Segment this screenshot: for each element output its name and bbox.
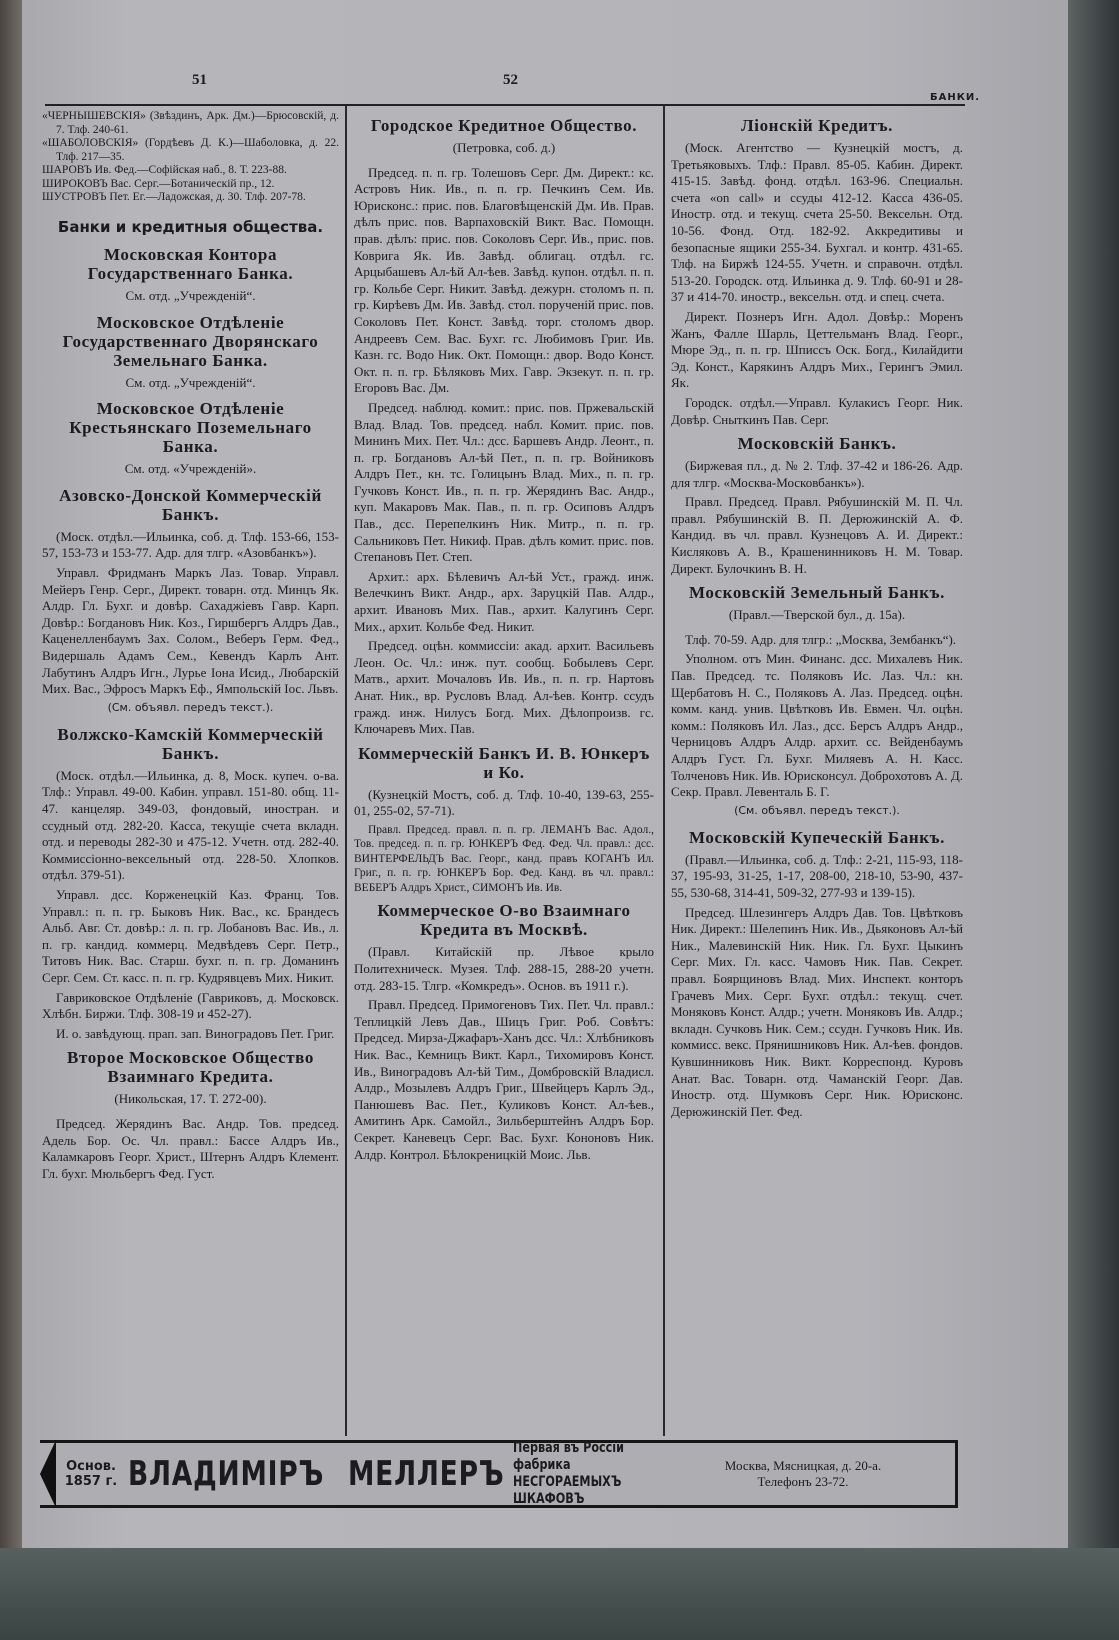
page-number-left: 51 xyxy=(192,72,207,88)
paragraph: (Моск. отдѣл.—Ильинка, д. 8, Моск. купеч. о-ва. Тлф.: Управл. 49-00. Кабин. управл. 151-80. общ. 11-47. канцеляр. 349-03, фондовый, иностран. и ссудный отд. 282-20. Касса, текущіе счета вкладн. отд. и переводы 282-30 и 475-12. Учетн. отд. 282-40. Коммиссіонно-вексельный отд. 228-50. Хлопков. отдѣл. 379-51). xyxy=(42,767,339,883)
paragraph: Председ. Жерядинъ Вас. Андр. Тов. председ. Адель Бор. Ос. Чл. правл.: Бассе Алдръ Ив., Каламкаровъ Георг. Христ., Штернъ Алдръ Клемент. Гл. бухг. Мюльбергъ Фед. Густ. xyxy=(42,1115,339,1181)
paragraph: Управл. дсс. Корженецкій Каз. Франц. Тов. Управл.: п. п. гр. Быковъ Ник. Вас., кс. Брандесъ Альб. Авг. Ст. довѣр.: л. п. гр. Лобановъ Вас. Ив., л. п. гр. кандид. коммерц. Медвѣдевъ Серг. Петр., Титовъ Ник. Вас. Старш. бухг. п. п. гр. Доманинъ Серг. Сем. Ст. касс. п. п. гр. Кудрявцевъ Мих. Никит. xyxy=(42,886,339,985)
bank-heading: Московское Отдѣленіе Крестьянскаго Поземельнаго Банка. xyxy=(69,399,312,457)
address-note: (Правл.—Тверской бул., д. 15а). xyxy=(728,607,906,623)
paragraph: Правл. Председ. Примогеновъ Тих. Пет. Чл. правл.: Теплицкій Левъ Дав., Шицъ Григ. Роб. Совѣтъ: Председ. Мирза-Джафаръ-Ханъ дсс. Чл.: Хлѣбниковъ Ник. Вас., Кемницъ Викт. Карл., Тихомировъ Конст. Ив., Виноградовъ Ал-ѣй Тим., Домбровскій Владисл. Алдр., Мозылевъ Алдръ Григ., Швейцеръ Карлъ Эд., Панюшевъ Вас. Пет., Куликовъ Конст. Ал-ѣев., Амитинъ Арк. Самойл., Зильберштейнъ Алдръ Бор. Секрет. Каневецъ Серг. Вас. Бухг. Кононовъ Ник. Алдр. Контрол. Бѣлокреницкій Моис. Льв. xyxy=(354,997,654,1162)
paragraph: (Моск. Агентство — Кузнецкій мостъ, д. Третьяковыхъ. Тлф.: Правл. 85-05. Кабин. Директ. 415-15. Завѣд. фонд. отдѣл. 163-96. Специальн. счета «on call» и ссуды 412-12. Касса 436-05. Иностр. отд. и текущ. счета 25-50. Вексельн. Отд. 10-56. Фонд. Отд. 182-92. Аккредитивы и безопасные ящики 255-34. Бухгал. и контр. 431-65. Тлф. на Биржѣ 124-55. Учетн. и справочн. отдѣл. 513-20. Городск. отд. Ильинка д. 9. Тлф. 60-91 и 28-37 и 414-70. иностр., вексельн. отд. и спец. счета. xyxy=(671,140,963,305)
header-rule xyxy=(45,104,965,106)
address-note: См. отд. „Учрежденій“. xyxy=(125,374,256,390)
paragraph: (Биржевая пл., д. № 2. Тлф. 37-42 и 186-26. Адр. для тлгр. «Москва-Московбанкъ»). xyxy=(671,458,963,490)
paragraph: Председ. п. п. гр. Толешовъ Серг. Дм. Директ.: кс. Астровъ Ник. Ив., п. п. гр. Печкинъ Сем. Ив. Юрисконс.: прис. пов. Благовѣщенскій Дм. Ив. Прав. дѣлъ прис. пов. Варпаховскій Викт. Вас. Помощн. прав. дѣлъ: прис. пов. Соколовъ Серг. Ив., прис. пов. Коврига Як. Ив. Завѣд. облигац. отдѣл. гс. Арцыбашевъ Ал-ѣй Ал-ѣев. Завѣд. купон. отдѣл. п. п. гр. Кольбе Серг. Никит. Завѣд. дежурн. столомъ п. п. гр. Кирѣевъ Дм. Ив. Завѣд. стол. порученій прис. пов. Соколовъ Пет. Конст. Завѣд. торг. столомъ двор. Андреевъ Сем. Вас. Бухг. гс. Любимовъ Григ. Ив. Казн. гс. Водо Ник. Окт. Помощн.: двор. Водо Конст. Окт. п. п. гр. Бѣляковъ Мих. Гавр. Экзекут. п. п. гр. Егоровъ Вас. Дм. xyxy=(354,164,654,396)
bank-heading: Московское Отдѣленіе Государственнаго Дворянскаго Земельнаго Банка. xyxy=(62,312,319,370)
address-note: (Никольская, 17. Т. 272-00). xyxy=(114,1091,267,1107)
ad-tagline xyxy=(513,1440,665,1508)
paragraph: Гавриковское Отдѣленіе (Гавриковъ, д. Московск. Хлѣбн. Биржи. Тлф. 308-19 и 452-27). xyxy=(42,989,339,1022)
bank-heading: Ліонскій Кредитъ. xyxy=(740,116,893,135)
column-divider xyxy=(663,106,665,1436)
address-note: (Петровка, соб. д.) xyxy=(452,140,556,155)
paragraph: И. о. завѣдующ. прап. зап. Виноградовъ Пет. Григ. xyxy=(56,1025,335,1041)
bank-heading: Коммерческій Банкъ И. В. Юнкеръ и Ко. xyxy=(358,743,650,782)
bank-heading: Городское Кредитное Общество. xyxy=(370,116,638,135)
paragraph: (Моск. отдѣл.—Ильинка, соб. д. Тлф. 153-66, 153-57, 153-73 и 153-77. Адр. для тлгр. «Азовбанкъ»). xyxy=(42,528,339,561)
directory-entry: «ЧЕРНЫШЕВСКІЯ» (Звѣздинъ, Арк. Дм.)—Брюсовскій, д. 7. Тлф. 240-61. xyxy=(42,110,339,136)
paragraph: Председ. оцѣн. коммиссіи: акад. архит. Васильевъ Леон. Ос. Чл.: инж. пут. сообщ. Бобылевъ Серг. Матв., архит. Мочаловъ Ив. Ив., п. п. гр. Нартовъ Анат. Ник., вр. Русловъ Влад. Ал-ѣев. Контр. ссудъ гражд. инж. Нилусъ Богд. Мих. Дѣлопроизв. гс. Ключаревъ Мих. Пав. xyxy=(354,638,654,737)
bank-heading: Коммерческое О-во Взаимнаго Кредита въ Москвѣ. xyxy=(377,901,631,940)
ad-address: Москва, Мясницкая, д. 20-а. xyxy=(724,1458,882,1473)
ad-contact xyxy=(703,1458,903,1490)
bank-heading: Московскій Земельный Банкъ. xyxy=(689,583,945,603)
page-number-right: 52 xyxy=(503,72,518,88)
directory-entry: «ШАБОЛОВСКІЯ» (Гордѣевъ Д. К.)—Шаболовка, д. 22. Тлф. 217—35. xyxy=(42,137,339,163)
paragraph: Архит.: арх. Бѣлевичъ Ал-ѣй Уст., гражд. инж. Велечкинъ Викт. Андр., арх. Заруцкій Пав. Алдр., архит. Ивановъ Мих. Пав., архит. Калугинъ Серг. Мих., архит. Кольбе Фед. Никит. xyxy=(354,568,654,634)
ad-name-first: ВЛАДИМІРЪ xyxy=(128,1454,325,1494)
advert-reference: (См. объявл. передъ текст.). xyxy=(734,803,900,817)
paragraph: (Правл.—Ильинка, соб. д. Тлф.: 2-21, 115-93, 118-37, 195-93, 31-25, 1-17, 208-00, 218-10, 53-90, 437-55, 530-68, 314-41, 509-32, 277-93 и 139-15). xyxy=(671,851,963,900)
column-divider xyxy=(345,106,347,1436)
paragraph: Управл. Фридманъ Маркъ Лаз. Товар. Управл. Мейеръ Генр. Серг., Директ. товарн. отд. Минцъ Як. Алдр. Гл. Бухг. и довѣр. Сахаджіевъ Гавр. Карп. Довѣр.: Богдановъ Ник. Коз., Гиршбергъ Алдръ Дав., Каценелленбаумъ Зах. Солом., Веберъ Герм. Фед., Видершаль Адамъ Сем., Кевендъ Карлъ Ант. Лабутинъ Алдръ Игн., Лурье Іона Исид., Любарскій Мих. Вас., Эфросъ Маркъ Еф., Ямпольскій Іос. Львъ. xyxy=(42,565,339,697)
page-edge-shadow xyxy=(1068,0,1119,1640)
paragraph: Председ. Шлезингеръ Алдръ Дав. Тов. Цвѣтковъ Ник. Директ.: Шелепинъ Ник. Ив., Дьяконовъ Ал-ѣй Ник., Малевинскій Ник. Ник. Гл. Бухг. Цыкинъ Серг. Мих. Гл. касс. Чамовъ Ник. Пав. Секрет. правл. Боярщиновъ Влад. Мих. Инспект. конторъ Грачевъ Мих. Серг. Бухг. отдѣл.: текущ. счет. Моняковъ Конст. Алдр.; учетн. Моняковъ Ив. Алдр.; вкладн. Сучковъ Ник. Сем.; ссудн. Гучковъ Ник. Ив. коммисс. векс. Прянишниковъ Ник. Ал-ѣев. фондов. Кувшинниковъ Ник. Викт. Корреспонд. Куровъ Анат. Вас. Товарн. отд. Чаманскій Георг. Дав. Иностр. отд. Шумковъ Серг. Ник. Юрисконс. Дерюжинскій Пет. Фед. xyxy=(671,904,963,1119)
directory-entry: ШИРОКОВЪ Вас. Серг.—Ботаническій пр., 12. xyxy=(42,177,275,190)
bank-heading: Московскій Купеческій Банкъ. xyxy=(688,827,946,847)
ad-phone: Телефонъ 23-72. xyxy=(757,1474,849,1489)
paragraph: Уполном. отъ Мин. Финанс. дсс. Михалевъ Ник. Пав. Председ. тс. Поляковъ Ис. Лаз. Чл.: кн. Щербатовъ Н. С., Поляковъ А. Лаз. Председ. оцѣн. комм. канд. унив. Цвѣтковъ Ив. Евмен. Чл. оцѣн. комм.: Поляковъ Ил. Лаз., дсс. Берсъ Алдръ Андр., Черницовъ Алдръ Алдр. архит. сс. Вейденбаумъ Алдръ Густ. Гл. Бухг. Миляевъ А. Н. Касс. Толченовъ Ник. Ив. Юрисконсул. Доброхотовъ А. Д. Секр. Правл. Левенталь Б. Г. xyxy=(671,651,963,800)
paragraph: Директ. Познеръ Игн. Адол. Довѣр.: Моренъ Жанъ, Фалле Шарль, Цеттельманъ Влад. Георг., Мюре Эд., п. п. гр. Шписсъ Оск. Богд., Килайдити Эд. Конст., Карякинъ Алдръ Мих., Герингъ Эмил. Як. xyxy=(671,308,963,391)
paragraph: Городск. отдѣл.—Управл. Кулакисъ Георг. Ник. Довѣр. Сныткинъ Пав. Серг. xyxy=(671,394,963,427)
paragraph: Правл. Председ. правл. п. п. гр. ЛЕМАНЪ Вас. Адол., Тов. председ. п. п. гр. ЮНКЕРЪ Фед. Фед. Чл. правл.: дсс. ВИНТЕРФЕЛЬДЪ Вас. Георг., канд. правъ КОГАНЪ Ил. Григ., п. п. гр. ЮНКЕРЪ Бор. Фед. Канд. въ чл. правл.: ВЕБЕРЪ Алдръ Христ., СИМОНЪ Ив. Ив. xyxy=(354,823,654,894)
column-1 xyxy=(42,110,339,1435)
section-heading: Банки и кредитныя общества. xyxy=(57,217,324,236)
ad-name-last: МЕЛЛЕРЪ xyxy=(348,1454,505,1494)
banner-arrow-ornament xyxy=(40,1440,56,1508)
bank-heading: Волжско-Камскій Коммерческій Банкъ. xyxy=(57,724,324,763)
column-2 xyxy=(354,110,654,1435)
ad-tagline-2: НЕСГОРАЕМЫХЪ ШКАФОВЪ xyxy=(513,1474,622,1507)
address-note: См. отд. „Учрежденій“. xyxy=(125,288,256,304)
ad-tagline-1: Первая въ Россіи фабрика xyxy=(513,1440,624,1473)
bank-heading: Московскій Банкъ. xyxy=(737,434,897,454)
advert-reference: (См. объявл. передъ текст.). xyxy=(107,700,274,714)
ad-founded: Основ. 1857 г. xyxy=(64,1459,118,1489)
paragraph: (Кузнецкій Мостъ, соб. д. Тлф. 10-40, 139-63, 255-01, 255-02, 57-71). xyxy=(354,786,654,819)
advertisement-banner xyxy=(40,1440,958,1508)
paragraph: (Правл. Китайскій пр. Лѣвое крыло Политехническ. Музея. Тлф. 288-15, 288-20 учетн. отд. 283-15. Тлгр. «Комкредъ». Основ. въ 1911 г.). xyxy=(354,944,654,993)
running-head: БАНКИ. xyxy=(930,92,981,103)
background-surface xyxy=(0,1548,1119,1640)
directory-entry: ШУСТРОВЪ Пет. Ег.—Ладожская, д. 30. Тлф. 207-78. xyxy=(42,191,306,203)
directory-entry: ШАРОВЪ Ив. Фед.—Софійская наб., 8. Т. 223-88. xyxy=(42,164,287,176)
bank-heading: Московская Контора Государственнаго Банка. xyxy=(87,245,294,284)
paragraph: Правл. Председ. Правл. Рябушинскій М. П. Чл. правл. Рябушинскій В. П. Дерюжинскій А. Ф. Кандид. въ чл. правл. Кузнецовъ А. И. Директ.: Кисляковъ А. В., Крашенинниковъ Н. М. Товар. Директ. Булочкинъ В. Н. xyxy=(671,494,963,576)
bank-heading: Азовско-Донской Коммерческій Банкъ. xyxy=(59,485,322,524)
paragraph: Председ. наблюд. комит.: прис. пов. Пржевальскій Влад. Влад. Тов. председ. набл. Комит. прис. пов. Мининъ Мих. Пет. Чл.: дсс. Баршевъ Андр. Леонт., п. п. гр. Богдановъ Ал-ѣй Пет., п. п. гр. Войниковъ Алдръ Пет., кн. тс. Голицынъ Влад. Мих., п. п. гр. Гучковъ Конст. Ив., п. п. гр. Жерядинъ Вас. Андр., куп. Макаровъ Мак. Пав., п. п. гр. Осиповъ Алдръ Пав., дсс. Перепелкинъ Ник. Митр., п. п. гр. Сальниковъ Пет. Никиф. Прав. дѣлъ комит. прис. пов. Степановъ Пет. Степ. xyxy=(354,399,654,565)
address-note: См. отд. «Учрежденій». xyxy=(124,461,257,477)
paragraph: Тлф. 70-59. Адр. для тлгр.: „Москва, Зембанкъ“). xyxy=(685,631,957,647)
column-3 xyxy=(671,110,963,1435)
bank-heading: Второе Московское Общество Взаимнаго Кредита. xyxy=(67,1048,314,1087)
